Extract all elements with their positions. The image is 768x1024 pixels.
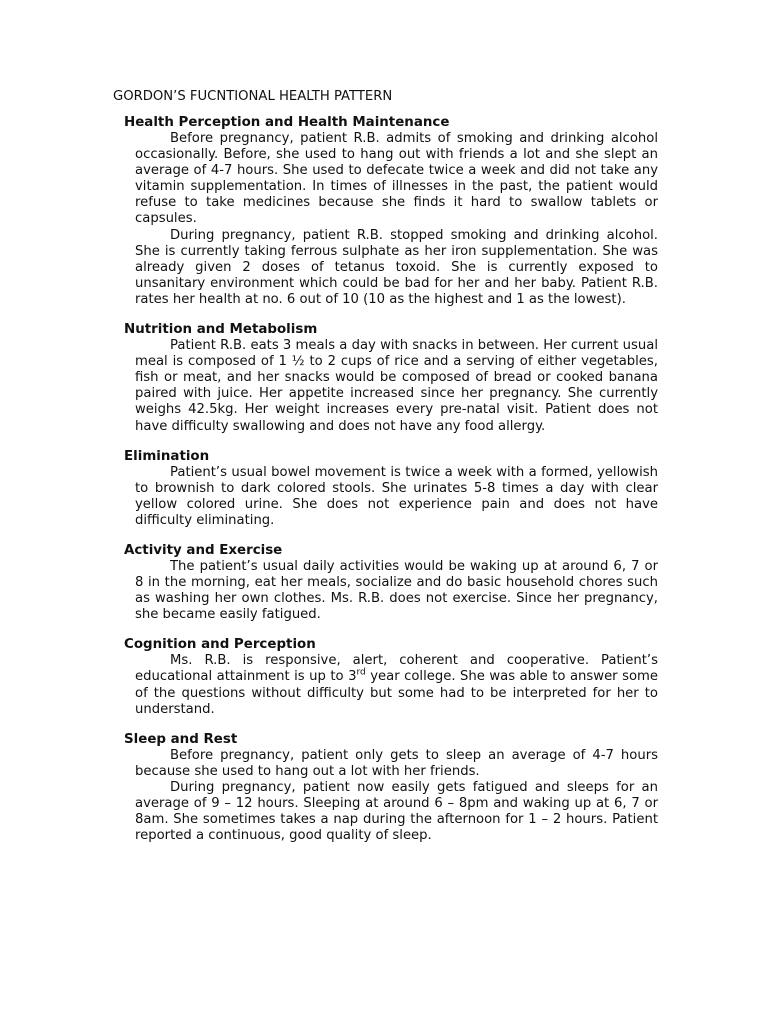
section-health-perception <box>124 115 658 308</box>
paragraph: Before pregnancy, patient R.B. admits of smoking and drinking alcohol occasionally. Before, she used to hang out with friends a lot and she slept an average of 4-7 hours. She used to defecate twice a week and did not take any vitamin supplementation. In times of illnesses in the past, the patient would refuse to take medicines because she finds it hard to swallow tablets or capsules. <box>135 131 658 227</box>
paragraph <box>135 653 658 717</box>
paragraph: Patient R.B. eats 3 meals a day with snacks in between. Her current usual meal is composed of 1 ½ to 2 cups of rice and a serving of either vegetables, fish or meat, and her snacks would be composed of bread or cooked banana paired with juice. Her appetite increased since her pregnancy. She currently weighs 42.5kg. Her weight increases every pre-natal visit. Patient does not have difficulty swallowing and does not have any food allergy. <box>135 338 658 434</box>
document-title: GORDON’S FUCNTIONAL HEALTH PATTERN <box>113 89 393 104</box>
section-heading: Elimination <box>124 448 210 464</box>
paragraph: The patient’s usual daily activities would be waking up at around 6, 7 or 8 in the morning, eat her meals, socialize and do basic household chores such as washing her own clothes. Ms. R.B. does not exercise. Since her pregnancy, she became easily fatigued. <box>135 558 658 623</box>
paragraph-text: Ms. R.B. is responsive, alert, coherent and cooperative. Patient’s educational attainment is up to 3 <box>135 653 658 685</box>
section-heading: Health Perception and Health Maintenance <box>124 115 450 130</box>
section-heading: Sleep and Rest <box>124 731 238 747</box>
superscript: rd <box>356 668 366 679</box>
paragraph-text: year college. She was able to answer some of the questions without difficulty but some had to be interpreted for her to understand. <box>135 669 658 717</box>
section-nutrition <box>124 322 658 435</box>
paragraph: During pregnancy, patient now easily gets fatigued and sleeps for an average of 9 – 12 hours. Sleeping at around 6 – 8pm and waking up at 6, 7 or 8am. She sometimes takes a nap during the afternoon for 1 – 2 hours. Patient reported a continuous, good quality of sleep. <box>135 779 658 844</box>
paragraph: Patient’s usual bowel movement is twice a week with a formed, yellowish to brownish to dark colored stools. She urinates 5-8 times a day with clear yellow colored urine. She does not experience pain and does not have difficulty eliminating. <box>135 464 658 528</box>
section-heading: Cognition and Perception <box>124 637 316 653</box>
section-heading: Activity and Exercise <box>124 542 283 558</box>
paragraph: During pregnancy, patient R.B. stopped smoking and drinking alcohol. She is currently taking ferrous sulphate as her iron supplementation. She was already given 2 doses of tetanus toxoid. She is currently exposed to unsanitary environment which could be bad for her and her baby. Patient R.B. rates her health at no. 6 out of 10 (10 as the highest and 1 as the lowest). <box>135 227 658 307</box>
section-elimination <box>124 449 658 529</box>
section-sleep <box>124 732 658 845</box>
paragraph: Before pregnancy, patient only gets to sleep an average of 4-7 hours because she used to hang out a lot with her friends. <box>135 747 658 779</box>
section-heading: Nutrition and Metabolism <box>124 322 318 338</box>
section-cognition <box>124 637 658 717</box>
section-activity <box>124 543 658 623</box>
document-body <box>113 89 658 856</box>
